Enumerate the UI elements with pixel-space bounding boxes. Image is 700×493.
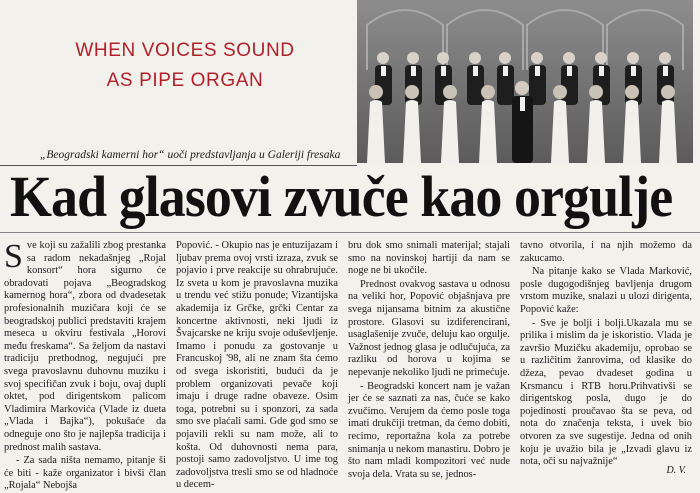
article-paragraph: - Za sada ništa nemamo, pitanje ši će biti - kaže organizator i bivši član „Rojala“ Nebojša <box>4 455 166 492</box>
article-body <box>4 238 694 492</box>
conductor-shirt <box>520 97 525 111</box>
singer-head <box>563 52 575 64</box>
article-paragraph: - Beogradski koncert nam je važan jer će se saznati za nas, čuće se kako zvučimo. Verujem da ćemo posle toga imati drukčiji tretman, da ćemo dobiti, recimo, reportažna kola za potrebe snimanja u nekom manastiru. Dobro je što nam mladi kompozitori već nude svoja dela. Vrata su se, jednos- <box>348 380 510 480</box>
article-column-3 <box>348 240 510 480</box>
article-column-4 <box>520 240 692 480</box>
drop-cap: S <box>4 238 23 275</box>
singer-dress <box>623 100 641 163</box>
english-title-line-2: AS PIPE ORGAN <box>106 70 264 91</box>
singer-dress <box>551 100 569 163</box>
singer-head <box>369 85 383 99</box>
article-paragraph: Prednost ovakvog sastava u odnosu na veliki hor, Popović objašnjava pre svega nijansama bitnim za akustične prostore. Glasovi su izdiferencirani, usaglašenije zvuče, deluju kao orgulje. Važnost jednog glasa je odlučujuća, za razliku od horova u kojima se nepevanje nekoliko ljudi ne primećuje. <box>348 278 510 378</box>
kicker-line: „Beogradski kamerni hor“ uoči predstavljanja u Galeriji fresaka <box>40 149 341 161</box>
author-signature: D. V. <box>666 465 686 476</box>
singer-dress <box>441 100 459 163</box>
singer-shirt <box>441 66 446 76</box>
singer-shirt <box>631 66 636 76</box>
choir-photo <box>357 0 693 163</box>
singer-head <box>625 85 639 99</box>
article-paragraph: Na pitanje kako se Vlada Marković, posle dugogodišnjeg bavljenja drugom vrstom muzike, snalazi u ulozi dirigenta, Popović kaže: <box>520 266 692 315</box>
singer-dress <box>659 100 677 163</box>
choir-illustration <box>357 0 693 163</box>
singer-dress <box>479 100 497 163</box>
singer-shirt <box>411 66 416 76</box>
singer-dress <box>587 100 605 163</box>
headline-divider <box>0 232 700 233</box>
singer-shirt <box>473 66 478 76</box>
article-column-1 <box>4 238 166 492</box>
singer-head <box>481 85 495 99</box>
singer-head <box>627 52 639 64</box>
singer-head <box>377 52 389 64</box>
article-paragraph: Popović. - Okupio nas je entuzijazam i ljubav prema ovoj vrsti izraza, zvuk se pojavio i prve reakcije su ohrabrujuće. Iz sveta u kom je pravoslavna muzika u trendu već stižu ponude; Vizantijska akademija iz Grčke, grčki Centar za koncertne aktivnosti, neki ljudi iz Švajcarske ne kriju svoje oduševljenje. Imamo i ponudu za gostovanje u Francuskoj '98, ali ne znam šta ćemo od svega iskoristiti, budući da je problem organizovati pevače koji imaju i druge radne obaveze. Osim toga, potrebni su i sponzori, za sada smo sve plaćali sami. Gde god smo se pojavili rekli su nam može, ali to košta. Od duhovnosti nema para, postoji samo zadovoljstvo. U ime tog zadovoljstva tresli smo se od hladnoće u decem- <box>176 240 338 491</box>
singer-shirt <box>567 66 572 76</box>
singer-head <box>499 52 511 64</box>
article-paragraph: bru dok smo snimali materijal; stajali smo na novinskoj hartiji da nam se noge ne bi ukočile. <box>348 240 510 277</box>
article-paragraph: - Sve je bolji i bolji.Ukazala mu se prilika i mislim da je iskoristio. Vlada je završio Muzičku akademiju, oprobao se u različitim žanrovima, od klasike do džeza, pevao dvadeset godina u Krsmancu i RTB horu.Prihvativši se dirigentskog posla, dugo je do pojedinosti proučavao šta se peva, od nota do značenja teksta, i uvek bio otvoren za sve sugestije. Jedna od onih koju je uvažio bila je „Izvadi glavu iz nota, oči su najvažnije“ <box>520 317 692 468</box>
article-column-2 <box>176 240 338 491</box>
singer-head <box>659 52 671 64</box>
english-title <box>40 36 330 96</box>
singer-head <box>589 85 603 99</box>
singer-head <box>437 52 449 64</box>
headline: Kad glasovi zvuče kao orgulje <box>10 164 673 229</box>
singer-shirt <box>381 66 386 76</box>
singer-shirt <box>503 66 508 76</box>
singer-head <box>407 52 419 64</box>
singer-head <box>661 85 675 99</box>
singer-head <box>531 52 543 64</box>
singer-head <box>553 85 567 99</box>
singer-shirt <box>535 66 540 76</box>
paragraph-text: ve koji su zažalili zbog prestanka sa radom nekadašnjeg „Rojal konsort“ hora sigurno će obradovati pojava „Beogradskog kamernog hora“, zbora od dvadesetak profesionalnih muzičara koji će se beogradskoj publici predstaviti krajem meseca u okviru festivala „Horovi među freskama“. Sa željom da nastavi tradiciju prethodnog, negujući pre svega pravoslavnu duhovnu muziku i svoj specifičan zvuk i boju, ovaj dupli oktet, pod dirigentskom palicom Vladimira Markovića (Vlade iz dueta „Vlada i Bajka“), pokušaće da odneguje ono što je najlepša tradicija i prednost malih sastava. <box>4 240 166 453</box>
conductor-head <box>515 81 529 95</box>
article-paragraph: tavno otvorila, i na njih možemo da zakucamo. <box>520 240 692 264</box>
singer-dress <box>367 100 385 163</box>
singer-head <box>405 85 419 99</box>
article-paragraph <box>4 240 166 454</box>
singer-head <box>595 52 607 64</box>
singer-dress <box>403 100 421 163</box>
singer-shirt <box>663 66 668 76</box>
english-title-line-1: WHEN VOICES SOUND <box>75 40 295 61</box>
singer-shirt <box>599 66 604 76</box>
singer-head <box>443 85 457 99</box>
singer-head <box>469 52 481 64</box>
